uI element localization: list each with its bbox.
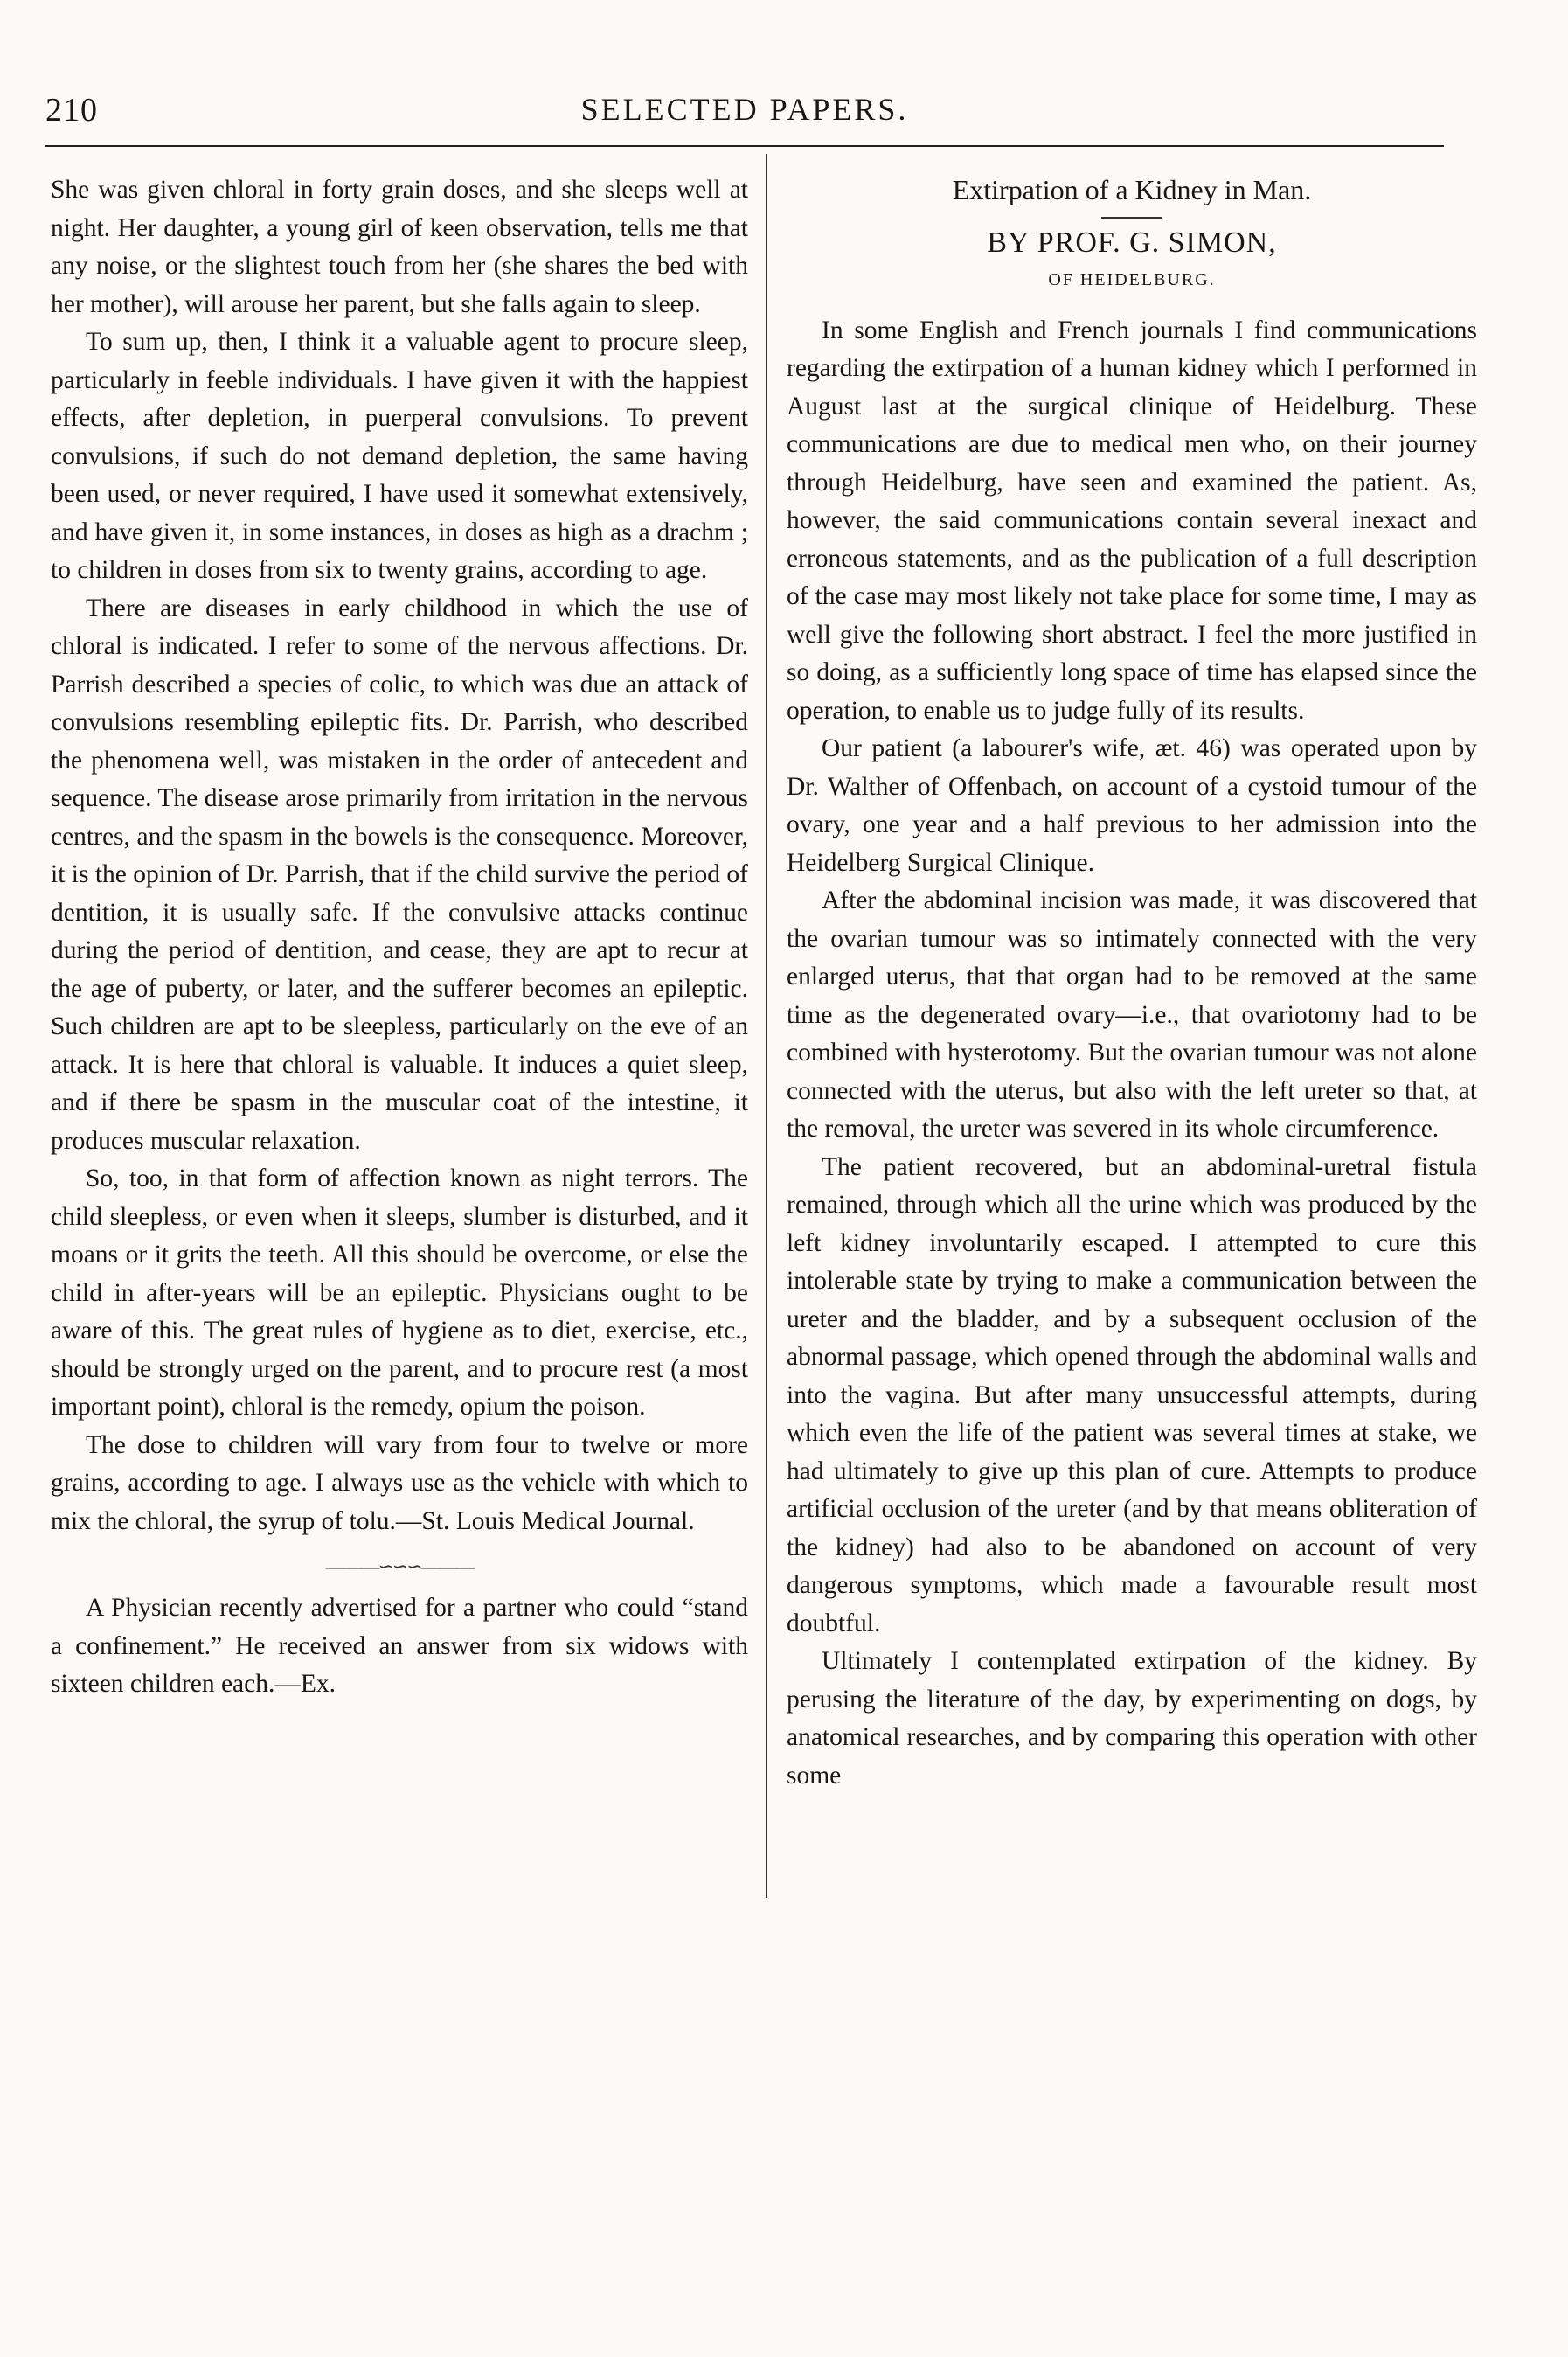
running-head: SELECTED PAPERS. <box>580 92 909 127</box>
paragraph: Our patient (a labourer's wife, æt. 46) was operated upon by Dr. Walther of Offenbach, on account of a cystoid tumour of the ovary, one year and a half previous to her admission into the Heidelberg Surgical Clinique. <box>787 734 1477 877</box>
article-title: Extirpation of a Kidney in Man. <box>952 174 1312 205</box>
section-ornament: ———∽∽∽——— <box>325 1555 474 1577</box>
left-column <box>51 171 748 1704</box>
paragraph: There are diseases in early childhood in which the use of chloral is indicated. I refer to some of the nervous affections. Dr. Parrish described a species of colic, to which was due an attack of convulsions resembling epileptic fits. Dr. Parrish, who described the phenomena well, was mistaken in the order of antecedent and sequence. The disease arose primarily from irritation in the nervous centres, and the spasm in the bowels is the consequence. Moreover, it is the opinion of Dr. Parrish, that if the child survive the period of dentition, it is usually safe. If the convulsive attacks continue during the period of dentition, and cease, they are apt to recur at the age of puberty, or later, and the sufferer becomes an epileptic. Such children are apt to be sleepless, particularly on the eve of an attack. It is here that chloral is valuable. It induces a quiet sleep, and if there be spasm in the muscular coat of the intestine, it produces muscular relaxation. <box>51 594 748 1155</box>
right-column <box>787 171 1477 1795</box>
header-rule <box>45 145 1444 147</box>
paragraph: To sum up, then, I think it a valuable agent to procure sleep, particularly in feeble individuals. I have given it with the happiest effects, after depletion, in puerperal convulsions. To prevent convulsions, if such do not demand depletion, the same having been used, or never required, I have used it somewhat extensively, and have given it, in some instances, in doses as high as a drachm ; to children in doses from six to twenty grains, according to age. <box>51 328 748 584</box>
column-divider <box>766 154 767 1898</box>
paragraph: She was given chloral in forty grain doses, and she sleeps well at night. Her daughter, a young girl of keen observation, tells me that any noise, or the slightest touch from her (she shares the bed with her mother), will arouse her parent, but she falls again to sleep. <box>51 176 748 318</box>
article-author: BY PROF. G. SIMON, <box>987 226 1277 259</box>
paragraph: The dose to children will vary from four to twelve or more grains, according to age. I always use as the vehicle with which to mix the chloral, the syrup of tolu.—St. Louis Medical Journal. <box>51 1430 748 1535</box>
article-affiliation: OF HEIDELBURG. <box>1048 270 1216 289</box>
title-rule <box>1101 217 1162 219</box>
paragraph: Ultimately I contemplated extirpation of the kidney. By perusing the literature of the day, by experimenting on dogs, by anatomical researches, and by comparing this operation with other some <box>787 1647 1477 1790</box>
anecdote-paragraph: A Physician recently advertised for a partner who could “stand a confinement.” He received an answer from six widows with sixteen children each.—Ex. <box>51 1594 748 1698</box>
page-number: 210 <box>45 92 98 129</box>
page-header <box>45 91 1444 143</box>
paragraph: The patient recovered, but an abdominal-uretral fistula remained, through which all the urine which was produced by the left kidney involuntarily escaped. I attempted to cure this intolerable state by trying to make a communication between the ureter and the bladder, and by a subsequent occlusion of the abnormal passage, which opened through the abdominal walls and into the vagina. But after many unsuccessful attempts, during which even the life of the patient was several times at stake, we had ultimately to give up this plan of cure. Attempts to produce artificial occlusion of the ureter (and by that means obliteration of the kidney) had also to be abandoned on account of very dangerous symptoms, which made a favourable result most doubtful. <box>787 1152 1477 1637</box>
paragraph: After the abdominal incision was made, it was discovered that the ovarian tumour was so intimately connected with the very enlarged uterus, that that organ had to be removed at the same time as the degenerated ovary—i.e., that ovariotomy had to be combined with hysterotomy. But the ovarian tumour was not alone connected with the uterus, but also with the left ureter so that, at the removal, the ureter was severed in its whole circumference. <box>787 886 1477 1143</box>
paragraph: In some English and French journals I find communications regarding the extirpation of a human kidney which I performed in August last at the surgical clinique of Heidelburg. These communications are due to medical men who, on their journey through Heidelburg, have seen and examined the patient. As, however, the said communications contain several inexact and erroneous statements, and as the publication of a full description of the case may most likely not take place for some time, I may as well give the following short abstract. I feel the more justified in so doing, as a sufficiently long space of time has elapsed since the operation, to enable us to judge fully of its results. <box>787 316 1477 725</box>
paragraph: So, too, in that form of affection known as night terrors. The child sleepless, or even when it sleeps, slumber is disturbed, and it moans or it grits the teeth. All this should be overcome, or else the child in after-years will be an epileptic. Physicians ought to be aware of this. The great rules of hygiene as to diet, exercise, etc., should be strongly urged on the parent, and to procure rest (a most important point), chloral is the remedy, opium the poison. <box>51 1165 748 1421</box>
